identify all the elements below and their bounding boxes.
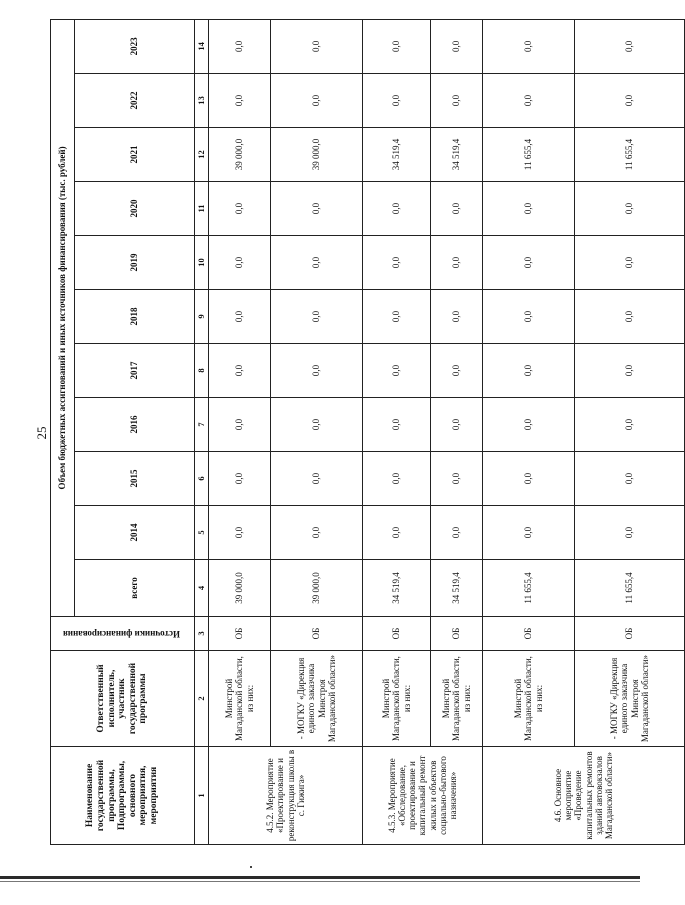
year-value: 0,0	[363, 290, 431, 344]
header-volume: Объем бюджетных ассигнований и иных источников финансирования (тыс. рублей)	[51, 19, 75, 616]
responsible-executor: - МОГКУ «Дирекция единого заказчика Минстроя Магаданской области»	[575, 651, 685, 747]
measure-name: 4.6. Основное мероприятие «Проведение капитальных ремонтов зданий автовокзалов Магаданской области»	[483, 747, 685, 845]
responsible-executor: Минстрой Магаданской области, из них:	[431, 651, 483, 747]
year-value: 0,0	[575, 19, 685, 73]
year-value: 0,0	[483, 19, 575, 73]
table-row	[209, 19, 271, 844]
header-responsible: Ответственный исполнитель, участник государственной программы	[51, 651, 195, 747]
year-value: 11 655,4	[575, 128, 685, 182]
year-value: 0,0	[271, 236, 363, 290]
year-value: 0,0	[483, 398, 575, 452]
responsible-executor: - МОГКУ «Дирекция единого заказчика Минстроя Магаданской области»	[271, 651, 363, 747]
year-value: 0,0	[575, 236, 685, 290]
total-value: 34 519,4	[363, 560, 431, 617]
year-value: 0,0	[575, 74, 685, 128]
year-value: 34 519,4	[363, 128, 431, 182]
total-value: 39 000,0	[271, 560, 363, 617]
year-value: 0,0	[431, 506, 483, 560]
year-value: 0,0	[483, 506, 575, 560]
page-bottom-rule	[0, 876, 640, 879]
measure-name: 4.5.2. Мероприятие «Проектирование и реконструкция школы в с. Гижига»	[209, 747, 363, 845]
column-number: 1	[195, 747, 209, 845]
header-year: 2019	[75, 236, 195, 290]
year-value: 0,0	[431, 452, 483, 506]
responsible-executor: Минстрой Магаданской области, из них:	[209, 651, 271, 747]
year-value: 0,0	[271, 452, 363, 506]
year-value: 0,0	[431, 182, 483, 236]
header-year: 2016	[75, 398, 195, 452]
funding-source: ОБ	[363, 617, 431, 651]
total-value: 11 655,4	[483, 560, 575, 617]
year-value: 0,0	[575, 290, 685, 344]
year-value: 0,0	[431, 74, 483, 128]
header-name: Наименование государственной программы, Подпрограммы, основного мероприятия, мероприятия	[51, 747, 195, 845]
column-number: 14	[195, 19, 209, 73]
year-value: 0,0	[431, 290, 483, 344]
column-number: 2	[195, 651, 209, 747]
funding-source: ОБ	[483, 617, 575, 651]
total-value: 39 000,0	[209, 560, 271, 617]
column-number: 12	[195, 128, 209, 182]
year-value: 0,0	[209, 344, 271, 398]
column-number: 4	[195, 560, 209, 617]
year-value: 0,0	[363, 19, 431, 73]
column-number: 3	[195, 617, 209, 651]
header-year: 2018	[75, 290, 195, 344]
year-value: 0,0	[209, 506, 271, 560]
year-value: 0,0	[363, 74, 431, 128]
year-value: 0,0	[483, 290, 575, 344]
year-value: 0,0	[575, 344, 685, 398]
funding-source: ОБ	[271, 617, 363, 651]
column-number: 10	[195, 236, 209, 290]
responsible-executor: Минстрой Магаданской области, из них:	[483, 651, 575, 747]
year-value: 34 519,4	[431, 128, 483, 182]
year-value: 0,0	[483, 74, 575, 128]
table-row	[431, 19, 483, 844]
header-total: всего	[75, 560, 195, 617]
responsible-executor: Минстрой Магаданской области, из них:	[363, 651, 431, 747]
funding-source: ОБ	[209, 617, 271, 651]
header-year: 2020	[75, 182, 195, 236]
year-value: 0,0	[483, 182, 575, 236]
year-value: 0,0	[209, 398, 271, 452]
year-value: 0,0	[209, 236, 271, 290]
column-number: 8	[195, 344, 209, 398]
year-value: 11 655,4	[483, 128, 575, 182]
year-value: 0,0	[575, 506, 685, 560]
year-value: 39 000,0	[209, 128, 271, 182]
table-row	[483, 19, 575, 844]
year-value: 0,0	[271, 19, 363, 73]
year-value: 0,0	[363, 236, 431, 290]
rotated-table-container	[50, 20, 650, 845]
year-value: 0,0	[431, 19, 483, 73]
year-value: 0,0	[271, 398, 363, 452]
header-year: 2014	[75, 506, 195, 560]
year-value: 0,0	[575, 398, 685, 452]
year-value: 39 000,0	[271, 128, 363, 182]
funding-source: ОБ	[575, 617, 685, 651]
year-value: 0,0	[363, 344, 431, 398]
year-value: 0,0	[271, 182, 363, 236]
column-number: 13	[195, 74, 209, 128]
year-value: 0,0	[483, 452, 575, 506]
column-number: 5	[195, 506, 209, 560]
header-source: Источники финансирования	[51, 617, 195, 651]
measure-name: 4.5.3. Мероприятие «Обследование, проектирование и капитальный ремонт жилых и объектов социально-бытового назначения»	[363, 747, 483, 845]
financing-table	[50, 19, 685, 845]
year-value: 0,0	[575, 182, 685, 236]
year-value: 0,0	[483, 236, 575, 290]
year-value: 0,0	[363, 506, 431, 560]
year-value: 0,0	[363, 452, 431, 506]
column-number: 6	[195, 452, 209, 506]
header-year: 2022	[75, 74, 195, 128]
year-value: 0,0	[209, 452, 271, 506]
year-value: 0,0	[209, 182, 271, 236]
scan-dot	[250, 866, 252, 868]
table-row	[271, 19, 363, 844]
year-value: 0,0	[363, 398, 431, 452]
column-number: 7	[195, 398, 209, 452]
funding-source: ОБ	[431, 617, 483, 651]
header-year: 2021	[75, 128, 195, 182]
header-year: 2017	[75, 344, 195, 398]
year-value: 0,0	[431, 344, 483, 398]
year-value: 0,0	[271, 74, 363, 128]
year-value: 0,0	[209, 74, 271, 128]
year-value: 0,0	[271, 506, 363, 560]
year-value: 0,0	[431, 398, 483, 452]
header-year: 2015	[75, 452, 195, 506]
year-value: 0,0	[483, 344, 575, 398]
column-number: 9	[195, 290, 209, 344]
year-value: 0,0	[363, 182, 431, 236]
year-value: 0,0	[209, 19, 271, 73]
year-value: 0,0	[431, 236, 483, 290]
total-value: 34 519,4	[431, 560, 483, 617]
year-value: 0,0	[209, 290, 271, 344]
total-value: 11 655,4	[575, 560, 685, 617]
table-row	[363, 19, 431, 844]
year-value: 0,0	[271, 290, 363, 344]
column-number: 11	[195, 182, 209, 236]
table-row	[575, 19, 685, 844]
page-number: 25	[34, 426, 49, 440]
header-year: 2023	[75, 19, 195, 73]
year-value: 0,0	[271, 344, 363, 398]
page-bottom-rule-thin	[0, 881, 640, 882]
year-value: 0,0	[575, 452, 685, 506]
